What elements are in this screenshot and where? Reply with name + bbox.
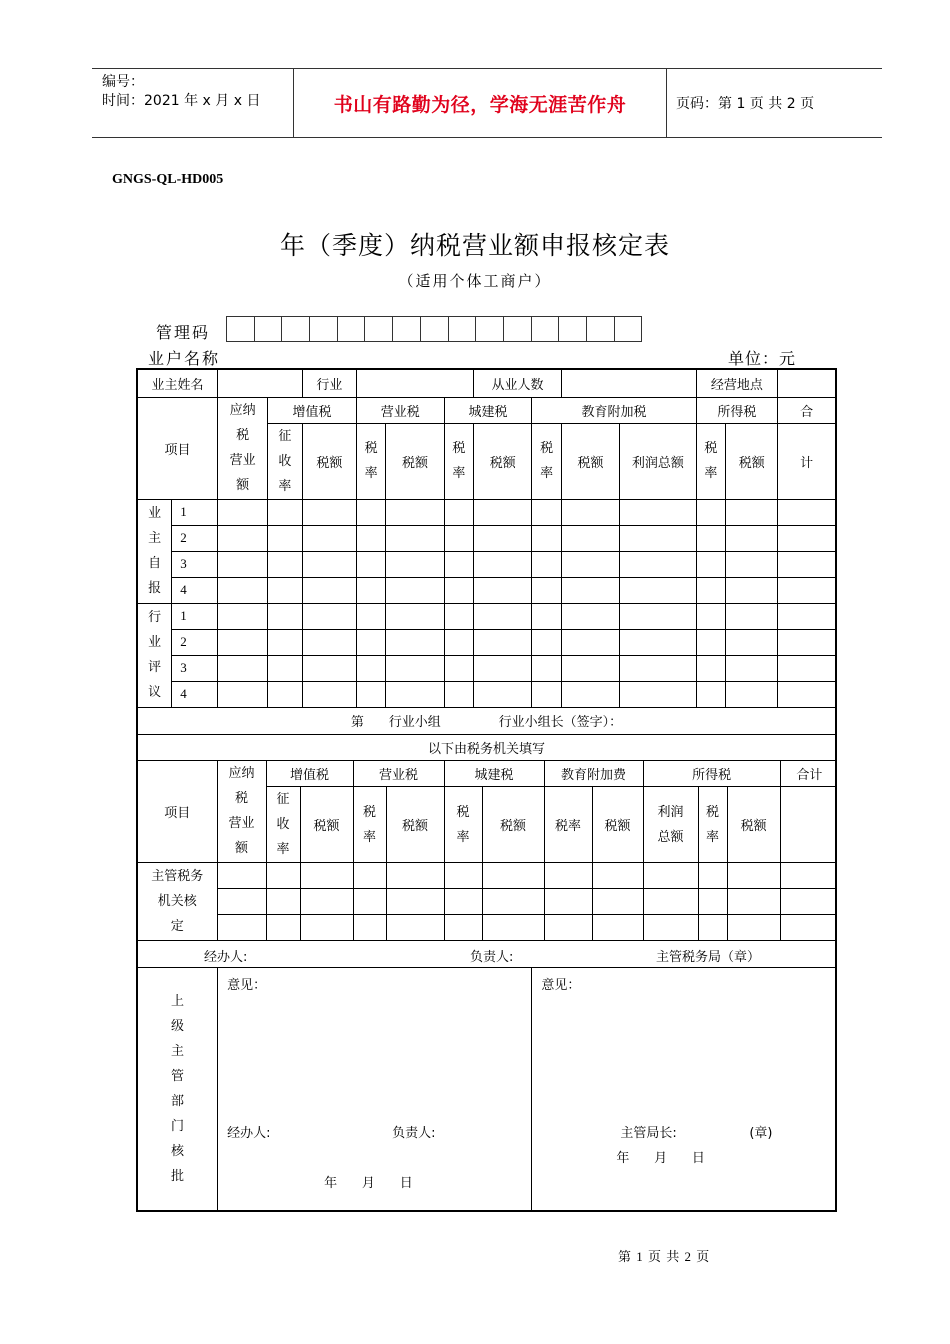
row-number: 3 [172, 551, 218, 577]
signature-row [138, 941, 836, 968]
industry-field[interactable] [356, 369, 473, 397]
opinion-label: 意见： [541, 978, 581, 993]
industry-eval-label: 行 业 评 议 [137, 603, 172, 707]
industry-group-line: 第 行业小组 行业小组长（签字）： [137, 707, 836, 734]
levy-rate-header: 征 收 率 [268, 423, 303, 499]
management-code-boxes[interactable] [227, 316, 642, 342]
seal-label: (章) [749, 1126, 773, 1141]
tax-rate-header: 税 率 [532, 423, 562, 499]
authority-row [138, 915, 836, 941]
row-number: 4 [172, 577, 218, 603]
vat-header: 增值税 [268, 397, 357, 423]
header-page-info: 页码：第 1 页 共 2 页 [676, 96, 815, 112]
edu-fee-header: 教育附加费 [544, 761, 643, 787]
tax-amount-header: 税额 [300, 787, 353, 863]
approval-box-left[interactable] [218, 968, 532, 1212]
management-code-label: 管理码 [156, 323, 211, 342]
tax-amount-header: 税额 [302, 423, 356, 499]
income-tax-header: 所得税 [696, 397, 778, 423]
tax-amount-header: 税额 [482, 787, 544, 863]
location-field[interactable] [778, 369, 836, 397]
edu-tax-header: 教育附加税 [532, 397, 696, 423]
tax-rate-header: 税 率 [444, 423, 474, 499]
tax-rate-header: 税 率 [698, 787, 727, 863]
owner-name-label: 业主姓名 [137, 369, 218, 397]
total-header-bottom: 计 [778, 423, 836, 499]
urban-tax-header: 城建税 [444, 397, 532, 423]
industry-eval-row [137, 655, 836, 681]
employees-field[interactable] [561, 369, 696, 397]
industry-group-row [137, 707, 836, 734]
self-report-row [137, 577, 836, 603]
page-footer: 第 1 页 共 2 页 [618, 1249, 711, 1264]
tax-amount-header: 税额 [561, 423, 619, 499]
industry-label: 行业 [302, 369, 356, 397]
self-report-row [137, 499, 836, 525]
income-tax-header: 所得税 [643, 761, 780, 787]
opinion-label: 意见： [227, 978, 267, 993]
director-label: 主管局长: [620, 1126, 677, 1141]
tax-rate-header: 税 率 [444, 787, 482, 863]
vat-header: 增值税 [266, 761, 353, 787]
total-header: 合计 [780, 761, 836, 787]
profit-total-header: 利润 总额 [643, 787, 698, 863]
row-number: 1 [172, 603, 218, 629]
household-name-label: 业户名称 [148, 349, 221, 368]
row-number: 4 [172, 681, 218, 707]
tax-amount-header: 税额 [727, 787, 780, 863]
industry-eval-row [137, 681, 836, 707]
page-title: 年（季度）纳税营业额申报核定表 [279, 231, 670, 260]
row-number: 2 [172, 525, 218, 551]
self-report-label: 业 主 自 报 [137, 499, 172, 603]
document-code: GNGS-QL-HD005 [112, 172, 224, 187]
responsible-label: 负责人: [392, 1126, 436, 1141]
date-line: 年 月 日 [616, 1151, 705, 1166]
authority-row [138, 889, 836, 915]
page-subtitle: （适用个体工商户） [398, 272, 552, 290]
header-divider [666, 69, 667, 137]
business-tax-header: 营业税 [356, 397, 444, 423]
employees-label: 从业人数 [474, 369, 562, 397]
document-header [92, 68, 882, 138]
revenue-header: 应纳 税 营业 额 [218, 397, 268, 499]
tax-rate-header: 税率 [544, 787, 592, 863]
section1-header-row [137, 397, 836, 423]
header-meta [102, 73, 260, 111]
approval-box-right[interactable] [532, 968, 836, 1212]
tax-authority-banner-row [137, 734, 836, 760]
section2-block [137, 760, 836, 968]
tax-declaration-table [136, 368, 837, 1212]
industry-eval-row [137, 629, 836, 655]
row-number: 3 [172, 655, 218, 681]
tax-amount-header: 税额 [592, 787, 643, 863]
business-tax-header: 营业税 [353, 761, 444, 787]
self-report-row [137, 525, 836, 551]
time-label: 时间：2021 年 x 月 x 日 [102, 93, 261, 109]
responsible-label: 负责人: [470, 950, 514, 965]
superior-approval-label: 上 级 主 管 部 门 核 批 [137, 968, 218, 1212]
tax-rate-header: 税 率 [696, 423, 726, 499]
unit-label: 单位：元 [728, 349, 797, 368]
number-label: 编号： [102, 74, 144, 90]
urban-tax-header: 城建税 [444, 761, 544, 787]
industry-eval-row [137, 603, 836, 629]
owner-info-row [137, 369, 836, 397]
total-cell [780, 787, 836, 863]
tax-amount-header: 税额 [726, 423, 778, 499]
authority-row [138, 863, 836, 889]
row-number: 2 [172, 629, 218, 655]
operator-label: 经办人: [204, 950, 248, 965]
tax-rate-header: 税 率 [353, 787, 386, 863]
superior-approval-row [137, 968, 836, 1212]
item-header: 项目 [137, 397, 218, 499]
owner-name-field[interactable] [218, 369, 303, 397]
location-label: 经营地点 [696, 369, 778, 397]
authority-label: 主管税务 机关核 定 [138, 863, 217, 941]
tax-rate-header: 税 率 [356, 423, 386, 499]
revenue-header: 应纳 税 营业 额 [217, 761, 266, 863]
header-motto: 书山有路勤为径，学海无涯苦作舟 [333, 93, 627, 116]
tax-authority-banner: 以下由税务机关填写 [137, 734, 836, 760]
bureau-seal-label: 主管税务局（章） [656, 950, 761, 965]
item-header: 项目 [138, 761, 217, 863]
row-number: 1 [172, 499, 218, 525]
section2-table [138, 761, 836, 968]
total-header-top: 合 [778, 397, 836, 423]
profit-total-header: 利润总额 [620, 423, 697, 499]
operator-label: 经办人: [227, 1126, 271, 1141]
tax-amount-header: 税额 [386, 787, 444, 863]
tax-amount-header: 税额 [474, 423, 532, 499]
tax-amount-header: 税额 [386, 423, 444, 499]
levy-rate-header: 征 收 率 [266, 787, 300, 863]
date-line: 年 月 日 [324, 1176, 413, 1191]
self-report-row [137, 551, 836, 577]
